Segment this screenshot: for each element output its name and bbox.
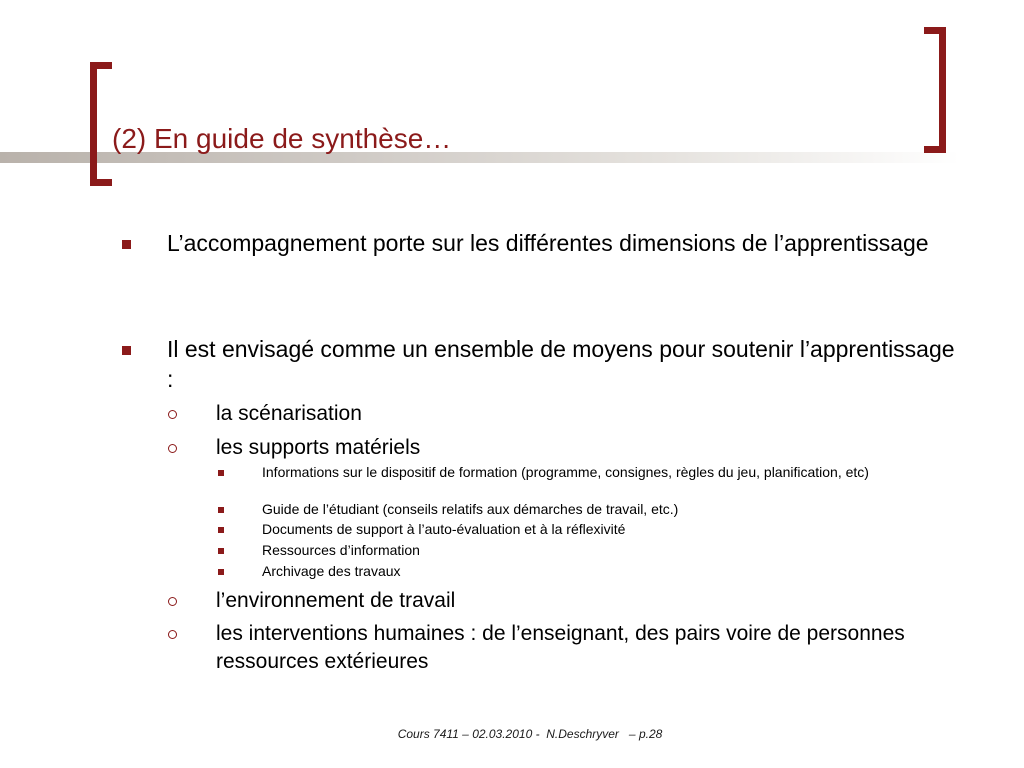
circle-bullet-icon xyxy=(168,410,177,419)
circle-bullet-icon xyxy=(168,630,177,639)
square-bullet-icon xyxy=(122,346,131,355)
sub-sub-bullet-item: Documents de support à l’auto-évaluation et à la réflexivité xyxy=(262,521,626,537)
circle-bullet-icon xyxy=(168,444,177,453)
bullet-item: Il est envisagé comme un ensemble de moyens pour soutenir l’apprentissage : xyxy=(167,336,955,392)
sub-bullet-item: la scénarisation xyxy=(216,402,362,425)
slide-title: (2) En guide de synthèse… xyxy=(112,123,452,154)
sub-sub-bullet-item: Informations sur le dispositif de formation (programme, consignes, règles du jeu, planification, etc) xyxy=(262,464,869,480)
small-square-bullet-icon xyxy=(218,548,224,554)
small-square-bullet-icon xyxy=(218,470,224,476)
small-square-bullet-icon xyxy=(218,507,224,513)
sub-sub-bullet-item: Archivage des travaux xyxy=(262,563,401,579)
slide-footer: Cours 7411 – 02.03.2010 - N.Deschryver – p.28 xyxy=(397,727,663,741)
small-square-bullet-icon xyxy=(218,569,224,575)
small-square-bullet-icon xyxy=(218,527,224,533)
sub-bullet-item: les interventions humaines : de l’enseignant, des pairs voire de personnes ressources extérieures xyxy=(216,622,905,673)
sub-sub-bullet-item: Guide de l’étudiant (conseils relatifs aux démarches de travail, etc.) xyxy=(262,501,679,517)
sub-bullet-item: les supports matériels xyxy=(216,436,421,459)
sub-bullet-item: l’environnement de travail xyxy=(216,589,456,612)
sub-sub-bullet-item: Ressources d’information xyxy=(262,542,420,558)
square-bullet-icon xyxy=(122,240,131,249)
circle-bullet-icon xyxy=(168,597,177,606)
bullet-item: L’accompagnement porte sur les différentes dimensions de l’apprentissage xyxy=(167,230,929,256)
